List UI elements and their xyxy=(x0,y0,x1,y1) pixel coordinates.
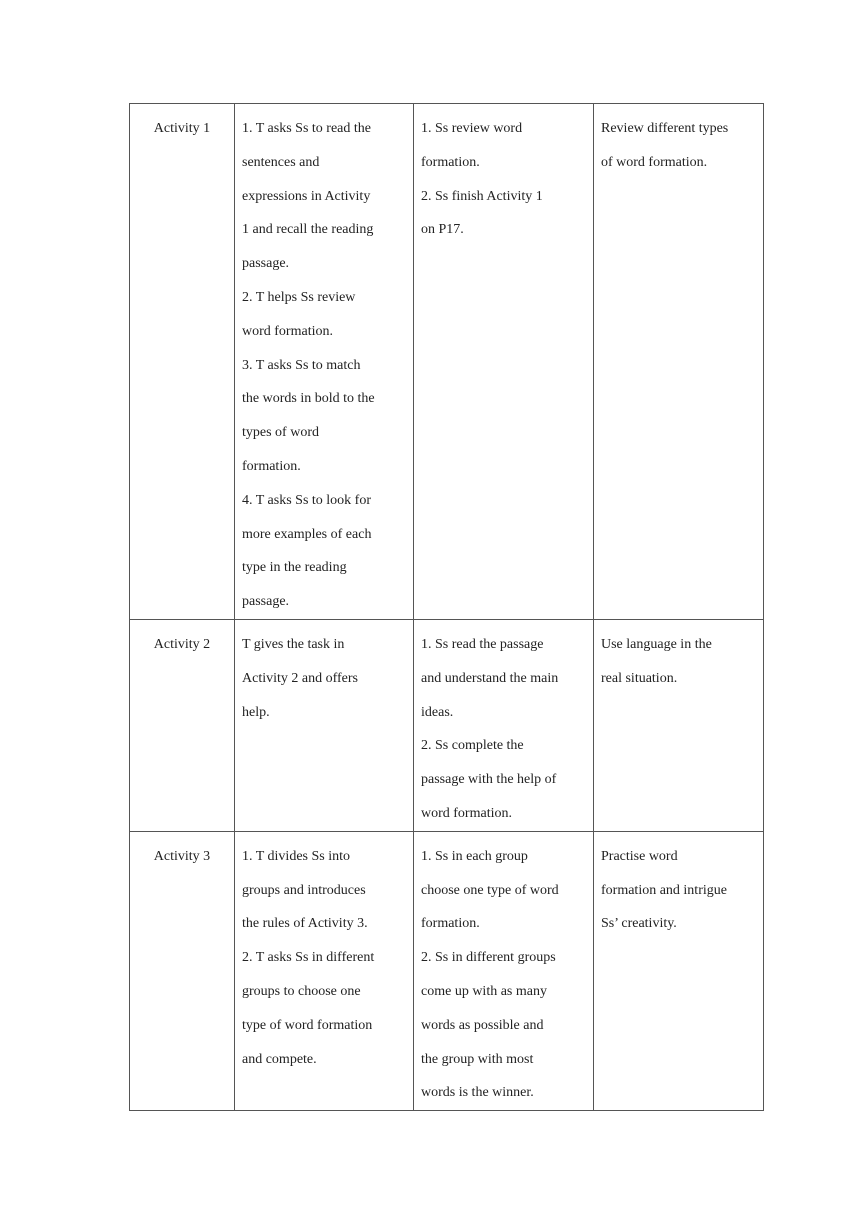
text-line: 4. T asks Ss to look for xyxy=(242,492,371,508)
text-line: 2. T asks Ss in different xyxy=(242,950,375,966)
text-line: sentences and xyxy=(242,154,320,170)
text-line: 1. Ss read the passage xyxy=(421,636,544,652)
activity-label: Activity 1 xyxy=(153,121,211,136)
text-line: groups and introduces xyxy=(242,882,366,898)
purpose-cell xyxy=(594,831,764,1110)
text-line: 1. T divides Ss into xyxy=(242,848,351,864)
activity-label: Activity 3 xyxy=(153,848,211,864)
lesson-plan-table xyxy=(129,103,764,1111)
text-line: and compete. xyxy=(242,1051,317,1067)
text-line: 2. Ss finish Activity 1 xyxy=(421,188,543,204)
text-line: words is the winner. xyxy=(421,1085,534,1101)
student-activity-cell xyxy=(414,104,594,620)
text-line: 1. Ss review word xyxy=(421,121,523,136)
text-line: words as possible and xyxy=(421,1017,544,1033)
text-line: word formation. xyxy=(242,323,333,339)
purpose-cell xyxy=(594,104,764,620)
purpose-cell xyxy=(594,619,764,831)
text-line: choose one type of word xyxy=(421,882,559,898)
table-row-activity-2 xyxy=(130,619,764,831)
text-line: formation and intrigue xyxy=(601,882,727,898)
activity-cell xyxy=(130,619,235,831)
table-row-activity-3 xyxy=(130,831,764,1110)
text-line: 2. Ss in different groups xyxy=(421,950,556,966)
text-line: 1. Ss in each group xyxy=(421,848,528,864)
text-line: passage. xyxy=(242,256,290,272)
activity-label: Activity 2 xyxy=(153,636,211,652)
activity-cell xyxy=(130,104,235,620)
text-line: Review different types xyxy=(601,121,729,136)
text-line: 1. T asks Ss to read the xyxy=(242,121,371,136)
text-line: formation. xyxy=(242,458,301,474)
text-line: Practise word xyxy=(601,848,678,864)
text-line: 2. T helps Ss review xyxy=(242,289,356,305)
text-line: ideas. xyxy=(421,704,454,720)
text-line: passage. xyxy=(242,594,290,610)
text-line: passage with the help of xyxy=(421,772,557,788)
text-line: the rules of Activity 3. xyxy=(242,916,368,932)
teacher-activity-cell xyxy=(235,619,414,831)
text-line: 1 and recall the reading xyxy=(242,222,374,238)
text-line: the group with most xyxy=(421,1051,534,1067)
text-line: type of word formation xyxy=(242,1017,373,1033)
text-line: expressions in Activity xyxy=(242,188,371,204)
text-line: help. xyxy=(242,704,270,720)
text-line: T gives the task in xyxy=(242,636,345,652)
text-line: formation. xyxy=(421,154,480,170)
text-line: more examples of each xyxy=(242,526,372,542)
text-line: formation. xyxy=(421,916,480,932)
teacher-activity-cell xyxy=(235,104,414,620)
text-line: word formation. xyxy=(421,805,512,821)
text-line: 3. T asks Ss to match xyxy=(242,357,361,373)
text-line: types of word xyxy=(242,425,319,441)
student-activity-cell xyxy=(414,831,594,1110)
text-line: 2. Ss complete the xyxy=(421,738,524,754)
text-line: of word formation. xyxy=(601,154,708,170)
text-line: real situation. xyxy=(601,670,678,686)
text-line: Ss’ creativity. xyxy=(601,916,677,932)
text-line: Use language in the xyxy=(601,636,712,652)
text-line: groups to choose one xyxy=(242,983,361,999)
text-line: type in the reading xyxy=(242,560,347,576)
text-line: come up with as many xyxy=(421,983,547,999)
text-line: the words in bold to the xyxy=(242,391,375,407)
student-activity-cell xyxy=(414,619,594,831)
table-row-activity-1 xyxy=(130,104,764,620)
text-line: Activity 2 and offers xyxy=(242,670,358,686)
text-line: and understand the main xyxy=(421,670,559,686)
activity-cell xyxy=(130,831,235,1110)
teacher-activity-cell xyxy=(235,831,414,1110)
text-line: on P17. xyxy=(421,222,464,238)
